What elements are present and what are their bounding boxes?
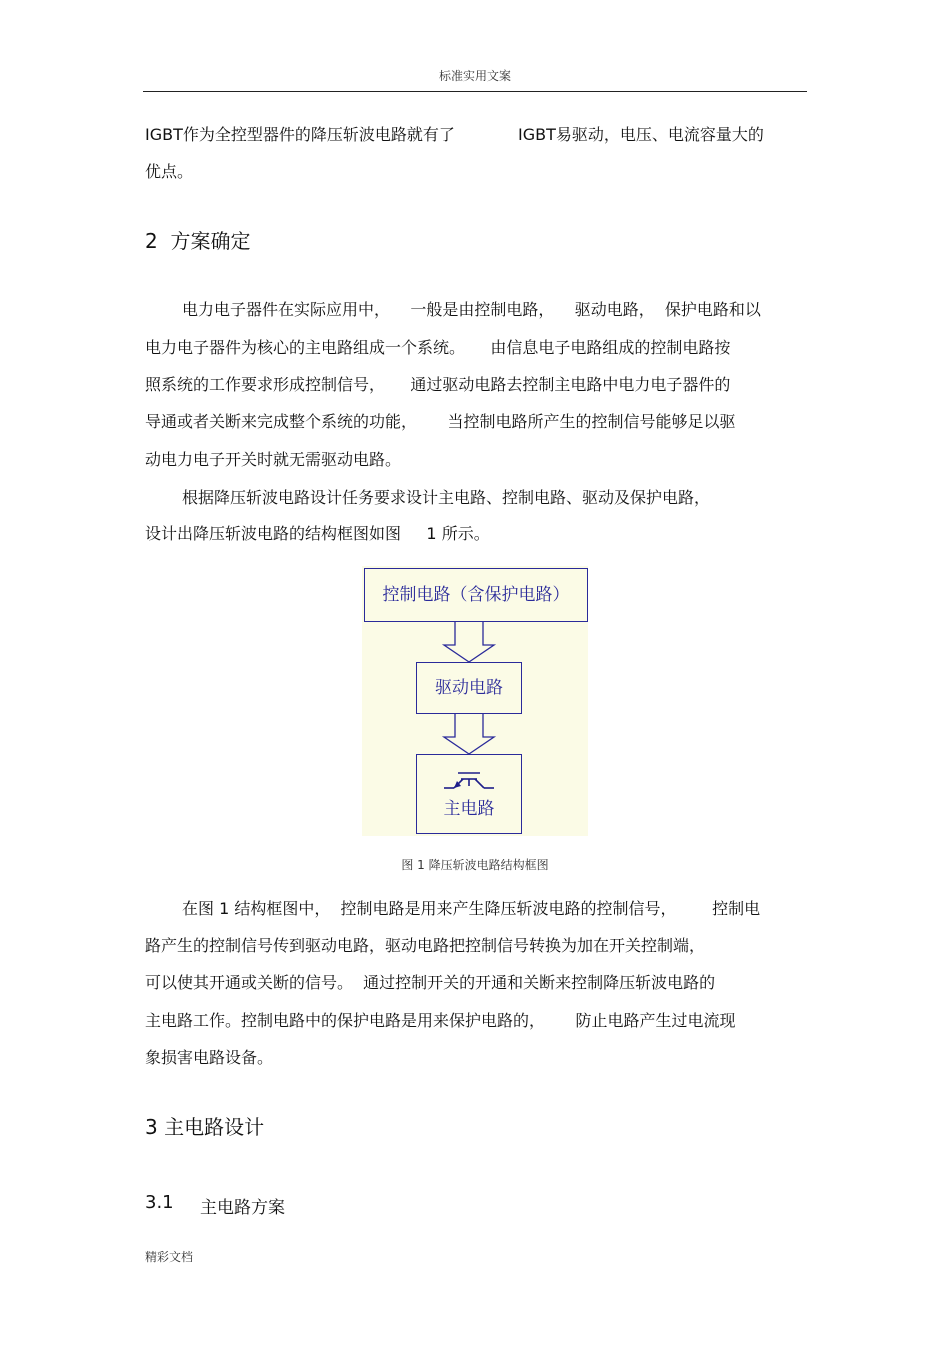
paragraph-line: 照系统的工作要求形成控制信号， 通过驱动电路去控制主电路中电力电子器件的 xyxy=(145,375,731,394)
paragraph-line: 电力电子器件在实际应用中， 一般是由控制电路， 驱动电路， 保护电路和以 xyxy=(182,300,761,319)
intro-line-2: 优点。 xyxy=(145,162,194,181)
paragraph-line: 可以使其开通或关断的信号。 通过控制开关的开通和关断来控制降压斩波电路的 xyxy=(145,973,716,992)
subsection-title: 主电路方案 xyxy=(200,1198,285,1218)
intro-line-1a: IGBT作为全控型器件的降压斩波电路就有了 xyxy=(145,125,455,144)
paragraph-line: 动电力电子开关时就无需驱动电路。 xyxy=(145,450,402,469)
header-title: 标准实用文案 xyxy=(438,69,511,83)
subsection-number: 3.1 xyxy=(145,1192,174,1213)
paragraph-line: 主电路工作。控制电路中的保护电路是用来保护电路的， 防止电路产生过电流现 xyxy=(145,1011,736,1030)
paragraph-line: 根据降压斩波电路设计任务要求设计主电路、控制电路、驱动及保护电路， xyxy=(182,488,711,507)
arrow-driver-to-main xyxy=(444,714,494,754)
paragraph-line: 导通或者关断来完成整个系统的功能， 当控制电路所产生的控制信号能够足以驱 xyxy=(145,412,736,431)
section-2-heading: 2 方案确定 xyxy=(145,229,251,253)
main-circuit-box xyxy=(416,754,522,834)
driver-circuit-box xyxy=(416,662,522,714)
paragraph-line: 象损害电路设备。 xyxy=(145,1048,274,1067)
paragraph-line: 路产生的控制信号传到驱动电路，驱动电路把控制信号转换为加在开关控制端， xyxy=(145,936,706,955)
main-circuit-label: 主电路 xyxy=(443,799,495,819)
paragraph-line: 在图 1 结构框图中， 控制电路是用来产生降压斩波电路的控制信号， 控制电 xyxy=(182,899,761,918)
section-3-heading: 3 主电路设计 xyxy=(145,1115,265,1139)
control-circuit-label: 控制电路（含保护电路） xyxy=(382,585,570,605)
control-circuit-box xyxy=(364,568,588,622)
paragraph-line: 设计出降压斩波电路的结构框图如图 1 所示。 xyxy=(145,524,490,543)
intro-line-1b: IGBT易驱动，电压、电流容量大的 xyxy=(518,125,764,144)
driver-circuit-label: 驱动电路 xyxy=(435,678,503,698)
page-footer: 精彩文档 xyxy=(145,1250,194,1264)
arrow-control-to-driver xyxy=(444,622,494,662)
figure-caption: 图 1 降压斩波电路结构框图 xyxy=(401,858,549,872)
paragraph-line: 电力电子器件为核心的主电路组成一个系统。 由信息电子电路组成的控制电路按 xyxy=(145,338,731,357)
header-divider xyxy=(143,91,807,92)
